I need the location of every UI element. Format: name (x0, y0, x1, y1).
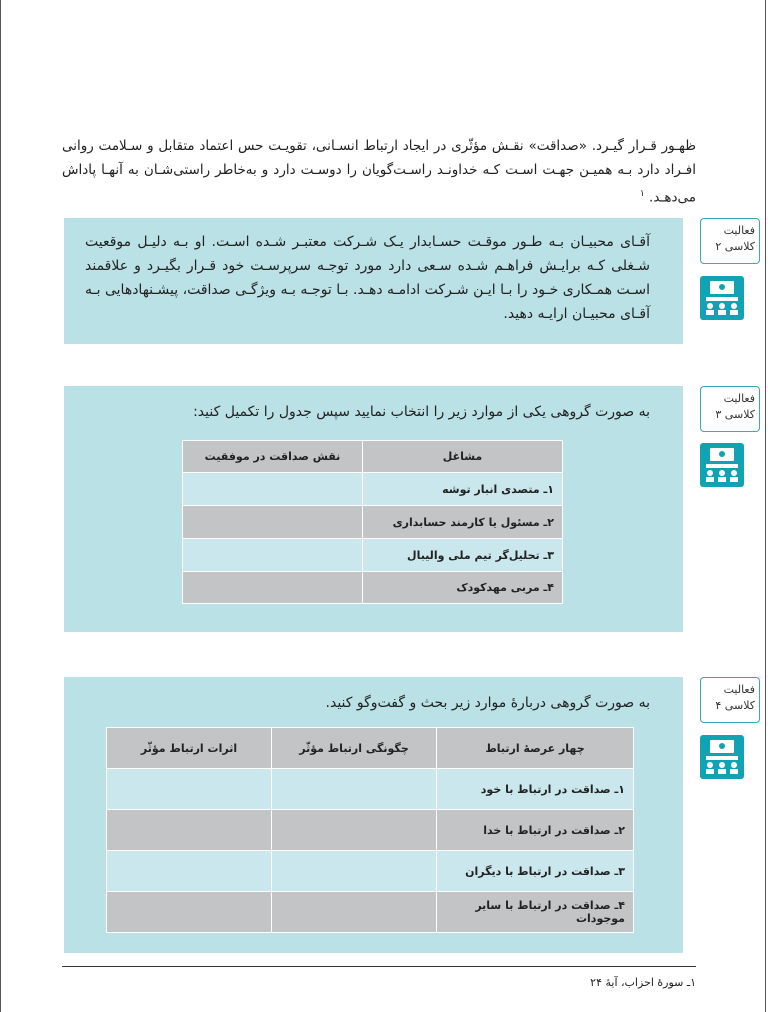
table-header-cell: چگونگی ارتباط مؤثّر (272, 728, 437, 769)
table-header-row (107, 728, 634, 769)
activity-4-tag-line2: کلاسی ۴ (715, 699, 755, 712)
answer-cell[interactable] (272, 769, 437, 810)
activity-3-tag (700, 386, 760, 432)
answer-cell[interactable] (107, 851, 272, 892)
table-cell: ۳ـ تحلیل‌گر تیم ملی والیبال (363, 539, 563, 572)
group-activity-icon (700, 735, 744, 779)
table-header-cell: نقش صداقت در موفقیت (183, 441, 363, 473)
answer-cell[interactable] (272, 810, 437, 851)
answer-cell[interactable] (107, 769, 272, 810)
footnote: ۱ـ سورهٔ احزاب، آیهٔ ۲۴ (590, 976, 696, 989)
table-cell: ۴ـ مربی مهدکودک (363, 572, 563, 604)
table-cell: ۲ـ مسئول یا کارمند حسابداری (363, 506, 563, 539)
activity-4-tag-line1: فعالیت (723, 683, 755, 696)
activity-3-tag-line1: فعالیت (723, 392, 755, 405)
table-row (107, 892, 634, 933)
answer-cell[interactable] (107, 810, 272, 851)
activity-2-panel (64, 218, 683, 344)
activity-3-question: به صورت گروهی یکی از موارد زیر را انتخاب نمایید سپس جدول را تکمیل کنید: (193, 404, 650, 420)
table-cell: ۱ـ متصدی انبار توشه (363, 473, 563, 506)
intro-text: ظهـور قـرار گیـرد. «صداقت» نقـش مؤثّری در ایجاد ارتباط انسـانی، تقویـت حس اعتماد متقابل و سـلامت روانی افـراد دارد بـه همیـن جهـت اسـت کـه خداونـد راسـت‌گویان را دوسـت دارد و به‌خاطر راستی‌شـان به آنهـا پاداش می‌دهـد. (62, 138, 696, 206)
table-row (107, 769, 634, 810)
answer-cell[interactable] (183, 539, 363, 572)
activity-4-question: به صورت گروهی دربارهٔ موارد زیر بحث و گفت‌وگو کنید. (325, 695, 650, 711)
activity-4-panel (64, 677, 683, 953)
answer-cell[interactable] (107, 892, 272, 933)
intro-paragraph (62, 134, 696, 210)
table-row (183, 539, 563, 572)
activity-3-panel (64, 386, 683, 632)
table-header-cell: چهار عرصهٔ ارتباط (437, 728, 634, 769)
table-cell: ۱ـ صداقت در ارتباط با خود (437, 769, 634, 810)
table-header-row (183, 441, 563, 473)
group-activity-icon (700, 443, 744, 487)
table-row (183, 506, 563, 539)
activity-2-text: آقـای محبیـان بـه طـور موقـت حسـابدار یـک شـرکت معتبـر شـده اسـت. او بـه دلیـل موقعیت شـغلی کـه برایـش فراهـم شـده سـعی دارد مورد توجـه سرپرسـت خود قـرار بگیـرد و علاقمند اسـت همـکاری خـود را بـا ایـن شـرکت ادامـه دهـد. بـا توجـه بـه ویژگـی صداقت، پیشـنهادهایی بـه آقـای محبیـان ارایـه دهید. (85, 234, 650, 322)
activity-2-tag (700, 218, 760, 264)
table-header-cell: اثرات ارتباط مؤثّر (107, 728, 272, 769)
activity-2-tag-line1: فعالیت (723, 224, 755, 237)
group-activity-icon (700, 276, 744, 320)
footnote-marker: ۱ (639, 189, 645, 199)
activity-4-tag (700, 677, 760, 723)
activity-3-tag-line2: کلاسی ۳ (715, 408, 755, 421)
table-header-cell: مشاغل (363, 441, 563, 473)
activity-2-tag-line2: کلاسی ۲ (715, 240, 755, 253)
activity-4-table (106, 727, 634, 933)
answer-cell[interactable] (183, 506, 363, 539)
table-cell: ۳ـ صداقت در ارتباط با دیگران (437, 851, 634, 892)
answer-cell[interactable] (183, 572, 363, 604)
answer-cell[interactable] (183, 473, 363, 506)
answer-cell[interactable] (272, 851, 437, 892)
table-row (107, 851, 634, 892)
table-row (107, 810, 634, 851)
table-row (183, 473, 563, 506)
footnote-divider (62, 966, 696, 967)
answer-cell[interactable] (272, 892, 437, 933)
table-cell: ۴ـ صداقت در ارتباط با سایر موجودات (437, 892, 634, 933)
table-cell: ۲ـ صداقت در ارتباط با خدا (437, 810, 634, 851)
table-row (183, 572, 563, 604)
activity-3-table (182, 440, 563, 604)
